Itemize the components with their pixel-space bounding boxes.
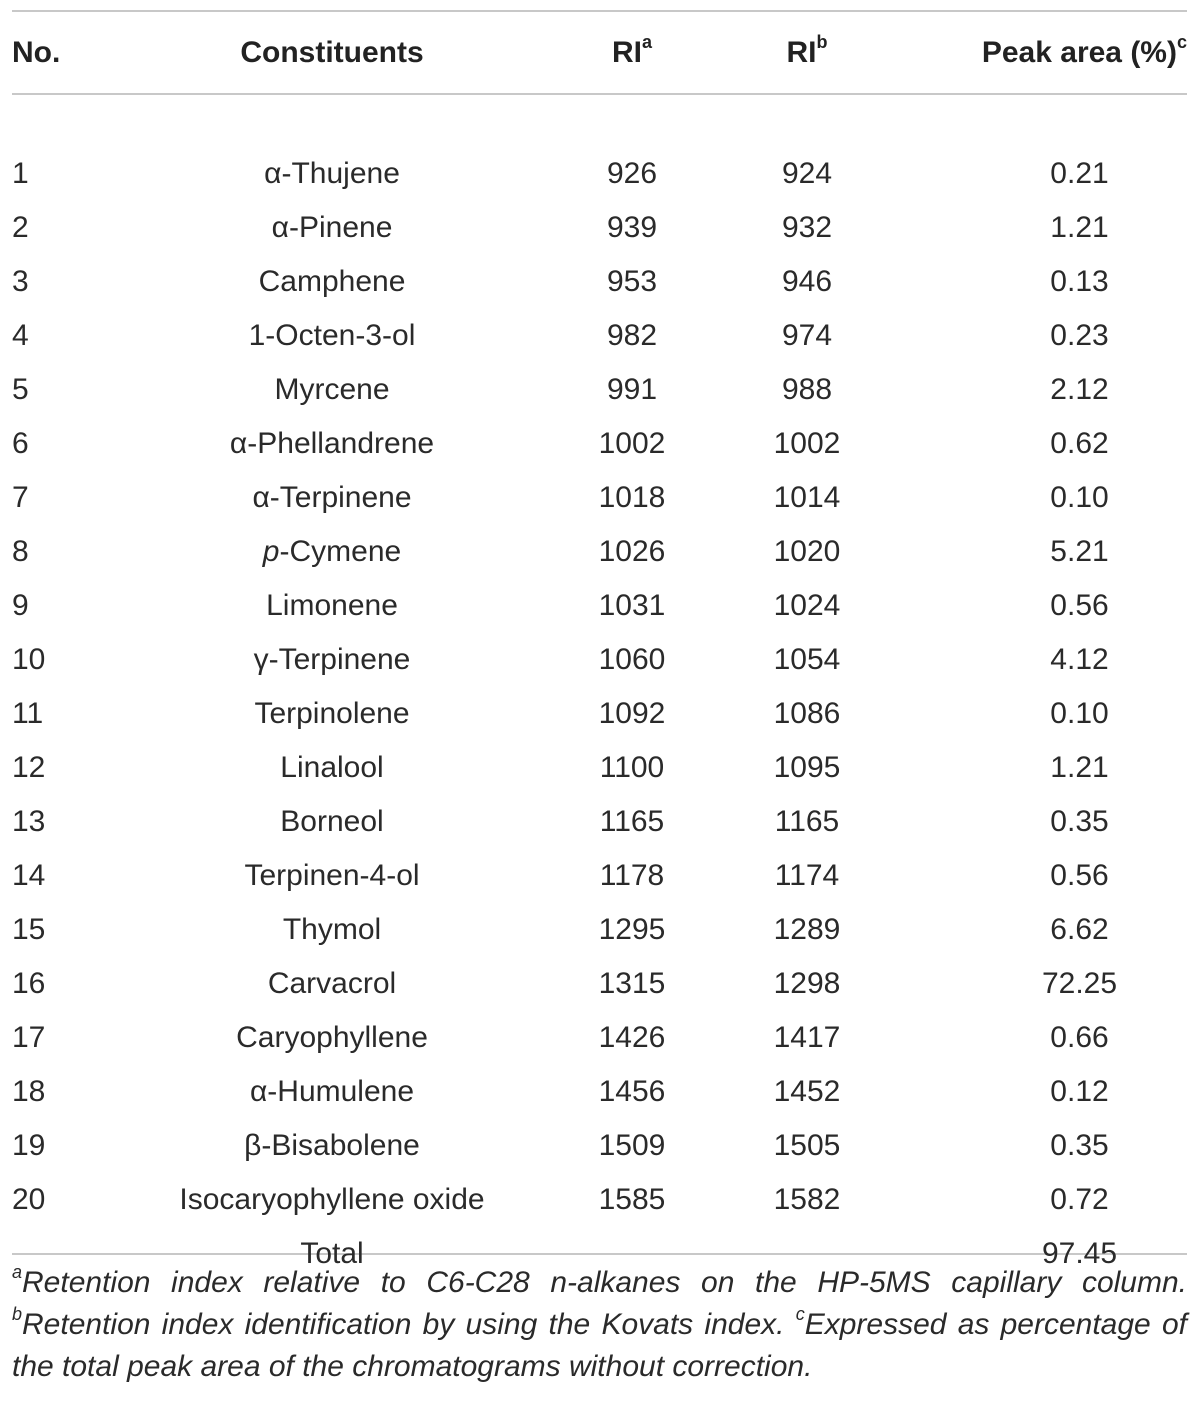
table-row <box>12 471 1187 525</box>
cell-constituent: Myrcene <box>274 373 390 406</box>
cell-ri-a: 953 <box>606 265 658 298</box>
cell-ri-a: 1026 <box>598 535 666 568</box>
cell-ri-a: 1315 <box>598 967 666 1000</box>
cell-no: 3 <box>12 265 29 298</box>
header-ri-a-sup: a <box>641 31 652 52</box>
cell-ri-a: 1060 <box>598 643 666 676</box>
cell-ri-a: 1178 <box>599 859 665 892</box>
cell-peak-area: 0.66 <box>1050 1021 1109 1054</box>
cell-no: 2 <box>12 211 29 244</box>
header-ri-b <box>722 12 892 93</box>
header-ri-b-sup: b <box>816 31 828 52</box>
header-peak-area <box>892 12 1187 93</box>
cell-ri-b: 1505 <box>773 1129 841 1162</box>
cell-constituent <box>122 525 542 579</box>
cell-no: 12 <box>12 751 46 784</box>
cell-peak-area: 0.12 <box>1050 1075 1109 1108</box>
cell-no: 18 <box>12 1075 46 1108</box>
cell-no: 4 <box>12 319 29 352</box>
table-row <box>12 957 1187 1011</box>
cell-constituent: γ-Terpinene <box>253 643 411 676</box>
header-ri-b-label: RI <box>786 35 817 69</box>
cell-no: 17 <box>12 1021 46 1054</box>
cell-peak-area: 4.12 <box>1050 643 1109 676</box>
cell-ri-b: 1417 <box>773 1021 841 1054</box>
cell-ri-b: 932 <box>781 211 833 244</box>
cell-no: 11 <box>12 697 44 730</box>
footnote-a-text: Retention index relative to C6-C28 n-alkanes on the HP-5MS capillary column. <box>22 1266 1187 1299</box>
cell-ri-a: 1585 <box>598 1183 666 1216</box>
cell-no: 1 <box>12 157 29 190</box>
cell-ri-a: 1031 <box>598 589 666 622</box>
cell-constituent: Limonene <box>266 589 398 622</box>
cell-ri-b: 1002 <box>773 427 841 460</box>
cell-ri-a: 1295 <box>598 913 666 946</box>
cell-peak-area: 0.56 <box>1050 589 1109 622</box>
cell-ri-b: 1014 <box>773 481 841 514</box>
cell-ri-a: 1426 <box>598 1021 666 1054</box>
footnote-a-mark: a <box>12 1262 23 1283</box>
table-row <box>12 1119 1187 1173</box>
header-peak-area-sup: c <box>1176 31 1187 52</box>
cell-no: 6 <box>12 427 29 460</box>
footnote-c-mark: c <box>795 1304 805 1325</box>
cell-no: 19 <box>12 1129 46 1162</box>
constituents-table <box>12 12 1187 1281</box>
cell-no: 13 <box>12 805 46 838</box>
cell-peak-area: 1.21 <box>1050 751 1109 784</box>
cell-ri-a: 926 <box>606 157 658 190</box>
header-no <box>12 12 122 93</box>
cell-no: 16 <box>12 967 46 1000</box>
table-footnotes <box>12 1262 1187 1388</box>
cell-ri-a: 1165 <box>599 805 665 838</box>
cell-constituent: α-Humulene <box>249 1075 415 1108</box>
cell-ri-b: 1095 <box>773 751 841 784</box>
table-row <box>12 525 1187 579</box>
cell-ri-b: 1289 <box>773 913 841 946</box>
table-row <box>12 1173 1187 1227</box>
cell-constituent: Borneol <box>280 805 384 838</box>
total-peak-area: 97.45 <box>1041 1237 1118 1270</box>
cell-ri-a: 982 <box>606 319 658 352</box>
cell-peak-area: 2.12 <box>1050 373 1109 406</box>
cell-no: 7 <box>12 481 29 514</box>
table-row <box>12 363 1187 417</box>
cell-no: 15 <box>12 913 46 946</box>
header-constituents <box>122 12 542 93</box>
cell-ri-b: 1054 <box>773 643 841 676</box>
cell-no: 5 <box>12 373 29 406</box>
cell-constituent: Terpinen-4-ol <box>244 859 420 892</box>
cell-ri-a: 939 <box>606 211 658 244</box>
cell-peak-area: 0.56 <box>1050 859 1109 892</box>
cell-ri-a: 1002 <box>598 427 666 460</box>
cell-peak-area: 0.23 <box>1050 319 1109 352</box>
cell-ri-a: 1509 <box>598 1129 666 1162</box>
cell-ri-b: 1452 <box>773 1075 841 1108</box>
cell-ri-b: 1024 <box>773 589 841 622</box>
cell-constituent: Camphene <box>258 265 406 298</box>
table-row <box>12 795 1187 849</box>
cell-no: 10 <box>12 643 46 676</box>
table-row <box>12 741 1187 795</box>
footnote-b-mark: b <box>12 1304 23 1325</box>
cell-ri-b: 988 <box>781 373 833 406</box>
cell-ri-b: 1298 <box>773 967 841 1000</box>
table-row <box>12 849 1187 903</box>
cell-peak-area: 1.21 <box>1050 211 1109 244</box>
cell-constituent: Terpinolene <box>254 697 410 730</box>
cell-constituent: Caryophyllene <box>236 1021 428 1054</box>
footnote-c-text: Expressed as percentage of the total peak area of the chromatograms without correction. <box>12 1308 1187 1383</box>
cell-constituent-name: -Cymene <box>279 535 402 568</box>
total-label: Total <box>300 1237 364 1270</box>
cell-ri-b: 924 <box>781 157 833 190</box>
cell-ri-a: 1092 <box>598 697 666 730</box>
table-row <box>12 579 1187 633</box>
header-peak-area-label: Peak area (%) <box>981 35 1177 69</box>
cell-peak-area: 5.21 <box>1050 535 1109 568</box>
header-ri-a-label: RI <box>611 35 642 69</box>
cell-constituent: α-Thujene <box>264 157 400 190</box>
cell-ri-b: 1020 <box>773 535 841 568</box>
cell-constituent: α-Phellandrene <box>229 427 435 460</box>
header-no-label: No. <box>12 35 61 69</box>
cell-peak-area: 0.72 <box>1050 1183 1109 1216</box>
cell-peak-area: 0.10 <box>1050 481 1109 514</box>
footnote-b-text: Retention index identification by using the Kovats index. <box>22 1308 785 1341</box>
cell-ri-b: 946 <box>781 265 833 298</box>
cell-constituent-prefix: p <box>262 535 280 568</box>
table-header-row <box>12 12 1187 93</box>
cell-constituent: β-Bisabolene <box>244 1129 420 1162</box>
cell-ri-b: 974 <box>781 319 833 352</box>
table-row <box>12 255 1187 309</box>
cell-constituent: α-Terpinene <box>252 481 412 514</box>
table-row <box>12 633 1187 687</box>
cell-ri-b: 1582 <box>773 1183 841 1216</box>
table-body <box>12 93 1187 1281</box>
cell-constituent: Linalool <box>280 751 384 784</box>
cell-peak-area: 0.62 <box>1050 427 1109 460</box>
cell-ri-b: 1174 <box>774 859 840 892</box>
spacer-row <box>12 93 1187 147</box>
cell-ri-a: 1456 <box>598 1075 666 1108</box>
table-row <box>12 201 1187 255</box>
cell-constituent: Isocaryophyllene oxide <box>179 1183 485 1216</box>
cell-peak-area: 0.35 <box>1050 1129 1109 1162</box>
cell-ri-b: 1086 <box>773 697 841 730</box>
table-row <box>12 1011 1187 1065</box>
cell-ri-a: 991 <box>606 373 658 406</box>
cell-peak-area: 6.62 <box>1050 913 1109 946</box>
cell-constituent: 1-Octen-3-ol <box>248 319 416 352</box>
cell-no: 9 <box>12 589 29 622</box>
cell-ri-a: 1018 <box>598 481 666 514</box>
table-row <box>12 309 1187 363</box>
cell-no: 14 <box>12 859 46 892</box>
cell-peak-area: 72.25 <box>1041 967 1118 1000</box>
cell-peak-area: 0.35 <box>1050 805 1109 838</box>
cell-constituent: α-Pinene <box>271 211 393 244</box>
table-row <box>12 1065 1187 1119</box>
cell-constituent: Carvacrol <box>267 967 397 1000</box>
table-row <box>12 417 1187 471</box>
table-row <box>12 147 1187 201</box>
cell-peak-area: 0.10 <box>1050 697 1109 730</box>
cell-peak-area: 0.13 <box>1050 265 1109 298</box>
cell-constituent: Thymol <box>282 913 382 946</box>
header-ri-a <box>542 12 722 93</box>
cell-no: 8 <box>12 535 29 568</box>
cell-peak-area: 0.21 <box>1050 157 1109 190</box>
header-constituents-label: Constituents <box>240 35 424 69</box>
cell-ri-a: 1100 <box>599 751 665 784</box>
table-row <box>12 903 1187 957</box>
table-row <box>12 687 1187 741</box>
cell-no: 20 <box>12 1183 46 1216</box>
cell-ri-b: 1165 <box>774 805 840 838</box>
